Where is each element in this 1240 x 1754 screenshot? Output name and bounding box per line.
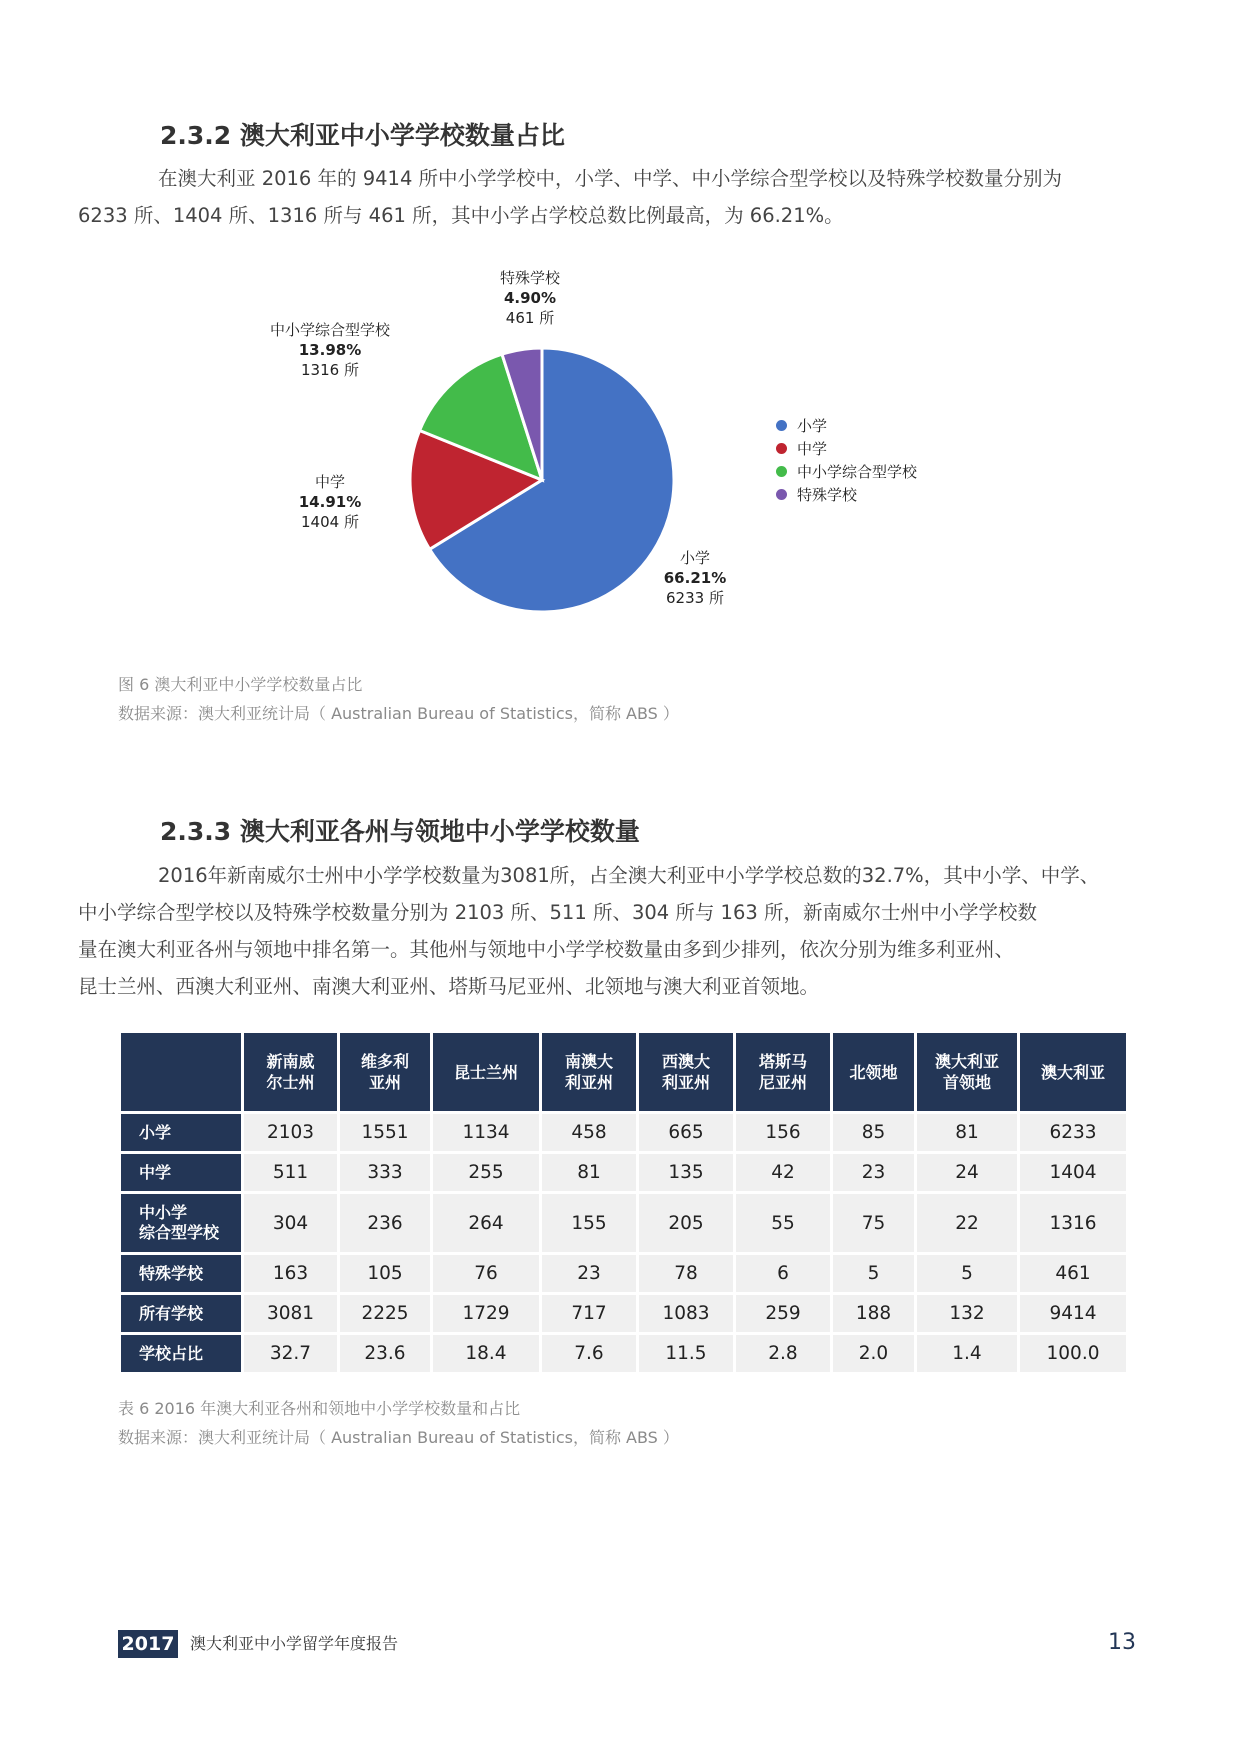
- row-header: [121, 1335, 241, 1372]
- table-cell: 18.4: [433, 1335, 539, 1372]
- legend-label: 特殊学校: [797, 486, 858, 504]
- table-cell: 155: [542, 1194, 636, 1252]
- figure-caption-title: 图 6 澳大利亚中小学学校数量占比: [118, 675, 363, 694]
- table-cell: 511: [244, 1154, 337, 1191]
- table-column-header: [639, 1033, 733, 1111]
- pie-label-percent: 4.90%: [503, 289, 557, 307]
- pie-label-0: [645, 548, 745, 608]
- table-cell: 7.6: [542, 1335, 636, 1372]
- table-cell: 163: [244, 1255, 337, 1292]
- pie-label-percent: 13.98%: [298, 341, 362, 359]
- table-caption: [118, 1394, 679, 1452]
- column-header-text: 北领地: [849, 1062, 898, 1082]
- pie-label-2: [250, 320, 410, 380]
- pie-label-percent: 14.91%: [298, 493, 362, 511]
- table-cell: 22: [917, 1194, 1017, 1252]
- table-cell: 259: [736, 1295, 830, 1332]
- column-header-text: 澳大利亚: [934, 1052, 999, 1071]
- table-cell: 105: [340, 1255, 430, 1292]
- table-column-header: [542, 1033, 636, 1111]
- pie-label-count: 6233 所: [666, 589, 724, 607]
- table-cell: 6233: [1020, 1114, 1126, 1151]
- table-cell: 461: [1020, 1255, 1126, 1292]
- table-cell: 55: [736, 1194, 830, 1252]
- section1-paragraph-line2: 6233 所、1404 所、1316 所与 461 所，其中小学占学校总数比例最高，为 66.21%。: [78, 204, 844, 227]
- pie-label-name: 特殊学校: [499, 269, 560, 287]
- column-header-text: 南澳大: [564, 1052, 613, 1071]
- column-header-text: 尼亚州: [758, 1073, 807, 1092]
- table-cell: 2225: [340, 1295, 430, 1332]
- column-header-text: 昆士兰州: [453, 1062, 518, 1082]
- column-header-text: 维多利: [360, 1052, 409, 1071]
- table-row: [121, 1335, 1126, 1372]
- table-cell: 6: [736, 1255, 830, 1292]
- legend-swatch: [776, 466, 787, 477]
- legend-swatch: [776, 443, 787, 454]
- table-cell: 333: [340, 1154, 430, 1191]
- page-number: 13: [1108, 1630, 1136, 1655]
- table-row: [121, 1114, 1126, 1151]
- table-cell: 1729: [433, 1295, 539, 1332]
- table-cell: 75: [833, 1194, 914, 1252]
- column-header-text: 塔斯马: [758, 1052, 807, 1071]
- footer-report-title: 澳大利亚中小学留学年度报告: [190, 1634, 399, 1653]
- pie-label-count: 1404 所: [301, 513, 359, 531]
- table-cell: 2.8: [736, 1335, 830, 1372]
- section2-paragraph-line3: 量在澳大利亚各州与领地中排名第一。其他州与领地中小学学校数量由多到少排列，依次分别为维多利亚州、: [78, 938, 1015, 961]
- row-header: [121, 1255, 241, 1292]
- row-header-text: 特殊学校: [139, 1263, 204, 1283]
- row-header: [121, 1114, 241, 1151]
- column-header-text: 亚州: [368, 1073, 401, 1092]
- pie-label-percent: 66.21%: [663, 569, 727, 587]
- column-header-text: 澳大利亚: [1040, 1062, 1105, 1082]
- table-column-header: [917, 1033, 1017, 1111]
- table-column-header: [244, 1033, 337, 1111]
- table-cell: 2103: [244, 1114, 337, 1151]
- section2-paragraph-line4: 昆士兰州、西澳大利亚州、南澳大利亚州、塔斯马尼亚州、北领地与澳大利亚首领地。: [78, 975, 820, 998]
- legend-item-3: [776, 483, 917, 506]
- row-header: [121, 1194, 241, 1252]
- table-cell: 2.0: [833, 1335, 914, 1372]
- row-header: [121, 1154, 241, 1191]
- table-row: [121, 1255, 1126, 1292]
- table-cell: 85: [833, 1114, 914, 1151]
- table-column-header: [1020, 1033, 1126, 1111]
- table-cell: 32.7: [244, 1335, 337, 1372]
- section-heading-2-3-3: 2.3.3 澳大利亚各州与领地中小学学校数量: [160, 817, 640, 846]
- table-cell: 23.6: [340, 1335, 430, 1372]
- table-cell: 81: [917, 1114, 1017, 1151]
- table-cell: 156: [736, 1114, 830, 1151]
- column-header-text: 新南威: [266, 1052, 315, 1071]
- table-column-header: [433, 1033, 539, 1111]
- table-cell: 5: [833, 1255, 914, 1292]
- column-header-text: 尔士州: [266, 1073, 315, 1092]
- table-cell: 1551: [340, 1114, 430, 1151]
- row-header-text: 学校占比: [139, 1343, 204, 1363]
- row-header: [121, 1295, 241, 1332]
- column-header-text: 首领地: [942, 1073, 991, 1092]
- section2-paragraph: [78, 857, 1126, 1005]
- pie-label-count: 461 所: [505, 309, 555, 327]
- table-cell: 255: [433, 1154, 539, 1191]
- table-caption-title: 表 6 2016 年澳大利亚各州和领地中小学学校数量和占比: [118, 1399, 521, 1418]
- pie-label-name: 中学: [314, 473, 345, 491]
- table-cell: 42: [736, 1154, 830, 1191]
- table-cell: 3081: [244, 1295, 337, 1332]
- table-cell: 665: [639, 1114, 733, 1151]
- table-cell: 1404: [1020, 1154, 1126, 1191]
- table-cell: 24: [917, 1154, 1017, 1191]
- table-cell: 135: [639, 1154, 733, 1191]
- column-header-text: 西澳大: [661, 1052, 710, 1071]
- pie-label-3: [480, 268, 580, 328]
- figure-caption: [118, 670, 679, 728]
- legend-swatch: [776, 489, 787, 500]
- table-cell: 205: [639, 1194, 733, 1252]
- table-cell: 23: [833, 1154, 914, 1191]
- row-header-text: 中小学: [139, 1203, 188, 1222]
- table-column-header: [833, 1033, 914, 1111]
- table-row: [121, 1194, 1126, 1252]
- table-corner-cell: [121, 1033, 241, 1111]
- table-cell: 5: [917, 1255, 1017, 1292]
- row-header-text: 中学: [139, 1162, 172, 1182]
- schools-by-state-table: [118, 1030, 1129, 1375]
- pie-label-name: 小学: [679, 549, 710, 567]
- table-cell: 1316: [1020, 1194, 1126, 1252]
- table-column-header: [736, 1033, 830, 1111]
- table-caption-source: 数据来源：澳大利亚统计局（ Australian Bureau of Statistics，简称 ABS ）: [118, 1428, 679, 1447]
- table-cell: 717: [542, 1295, 636, 1332]
- pie-legend: [776, 414, 917, 506]
- table-row: [121, 1295, 1126, 1332]
- table-column-header: [340, 1033, 430, 1111]
- row-header-text: 综合型学校: [139, 1223, 220, 1242]
- table-cell: 236: [340, 1194, 430, 1252]
- table-row: [121, 1154, 1126, 1191]
- section2-paragraph-line1: 2016年新南威尔士州中小学学校数量为3081所，占全澳大利亚中小学学校总数的32.7%，其中小学、中学、: [158, 864, 1100, 887]
- table-cell: 100.0: [1020, 1335, 1126, 1372]
- pie-label-count: 1316 所: [301, 361, 359, 379]
- footer-year-badge: 2017: [118, 1630, 178, 1658]
- table-cell: 78: [639, 1255, 733, 1292]
- legend-swatch: [776, 420, 787, 431]
- section2-paragraph-line2: 中小学综合型学校以及特殊学校数量分别为 2103 所、511 所、304 所与 163 所，新南威尔士州中小学学校数: [78, 901, 1037, 924]
- row-header-text: 小学: [139, 1122, 172, 1142]
- section-heading-2-3-2: 2.3.2 澳大利亚中小学学校数量占比: [160, 121, 565, 150]
- section1-paragraph: [78, 160, 1126, 234]
- pie-label-1: [280, 472, 380, 532]
- table-cell: 188: [833, 1295, 914, 1332]
- table-cell: 458: [542, 1114, 636, 1151]
- table-cell: 9414: [1020, 1295, 1126, 1332]
- pie-label-name: 中小学综合型学校: [269, 321, 390, 339]
- table-cell: 264: [433, 1194, 539, 1252]
- legend-item-2: [776, 460, 917, 483]
- column-header-text: 利亚州: [661, 1073, 710, 1092]
- legend-item-0: [776, 414, 917, 437]
- table-cell: 1083: [639, 1295, 733, 1332]
- legend-label: 中小学综合型学校: [797, 463, 918, 481]
- legend-item-1: [776, 437, 917, 460]
- table-cell: 11.5: [639, 1335, 733, 1372]
- section1-paragraph-line1: 在澳大利亚 2016 年的 9414 所中小学学校中，小学、中学、中小学综合型学校以及特殊学校数量分别为: [158, 167, 1063, 190]
- table-cell: 132: [917, 1295, 1017, 1332]
- table-cell: 1.4: [917, 1335, 1017, 1372]
- table-cell: 81: [542, 1154, 636, 1191]
- column-header-text: 利亚州: [564, 1073, 613, 1092]
- legend-label: 小学: [797, 417, 828, 435]
- table-cell: 304: [244, 1194, 337, 1252]
- legend-label: 中学: [797, 440, 828, 458]
- figure-caption-source: 数据来源：澳大利亚统计局（ Australian Bureau of Statistics，简称 ABS ）: [118, 704, 679, 723]
- table-cell: 23: [542, 1255, 636, 1292]
- table-cell: 76: [433, 1255, 539, 1292]
- row-header-text: 所有学校: [139, 1303, 204, 1323]
- table-cell: 1134: [433, 1114, 539, 1151]
